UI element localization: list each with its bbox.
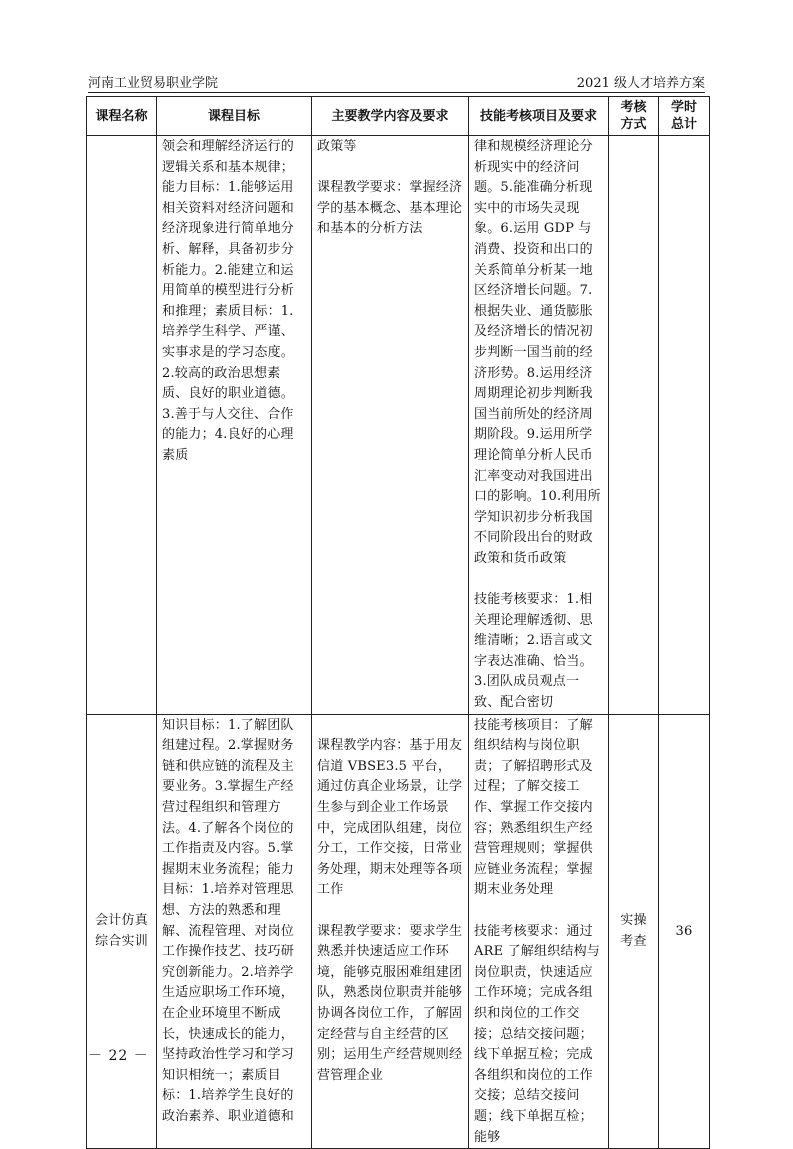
row2-course-name-cell	[87, 714, 157, 1148]
col-header-skill: 技能考核项目及要求	[469, 97, 609, 136]
row1-goal-cell	[157, 136, 312, 715]
col-header-content: 主要教学内容及要求	[312, 97, 469, 136]
row1-method-cell	[609, 136, 659, 715]
page-number: － 22 －	[88, 1048, 149, 1064]
header-divider	[88, 92, 705, 93]
row2-content-cell	[312, 714, 469, 1148]
row2-goal-cell	[157, 714, 312, 1148]
col-header-course-goal: 课程目标	[157, 97, 312, 136]
col-header-method	[609, 97, 659, 136]
row2-skill-cell	[469, 714, 609, 1148]
row2-method-cell	[609, 714, 659, 1148]
row1-course-name	[87, 136, 156, 137]
row1-goal: 领会和理解经济运行的逻辑关系和基本规律；能力目标：1.能够运用相关资料对经济问题和经济现象进行简单地分析、解释，具备初步分析能力。2.能建立和运用简单的模型进行分析和推理；素质目标：1.培养学生科学、严谨、实事求是的学习态度。2.较高的政治思想素质、良好的职业道德。3.善于与人交往、合作的能力；4.良好的心理素质	[162, 139, 295, 463]
row2-hours: 36	[675, 923, 693, 939]
col-header-hours-text: 学时 总计	[670, 100, 697, 132]
col-header-hours	[659, 97, 710, 136]
row1-content: 政策等 课程教学要求：掌握经济学的基本概念、基本理论和基本的分析方法	[317, 139, 463, 237]
row2-course-name: 会计仿真综合实训	[95, 913, 148, 950]
header-doc-title: 2021 级人才培养方案	[576, 76, 705, 91]
row2-method: 实操 考查	[620, 913, 647, 950]
col-header-method-text: 考核 方式	[620, 100, 647, 132]
row1-skill-cell	[469, 136, 609, 715]
row2-goal: 知识目标：1.了解团队组建过程。2.掌握财务链和供应链的流程及主要业务。3.掌握生产经营过程组织和管理方法。4.了解各个岗位的工作指责及内容。5.掌握期末业务流程；能力目标：1.培养对管理思想、方法的熟悉和理解、流程管理、对岗位工作操作技艺、技巧研究创新能力。2.培养学生适应职场工作环境，在企业环境里不断成长，快速成长的能力，坚持政治性学习和学习知识相统一；素质目标：1.培养学生良好的政治素养、职业道德和	[162, 717, 295, 1124]
col-header-course-name: 课程名称	[87, 97, 157, 136]
header-school-name: 河南工业贸易职业学院	[88, 76, 219, 91]
course-table	[86, 96, 710, 1149]
table-row	[87, 136, 710, 715]
table-row	[87, 714, 710, 1148]
row2-skill: 技能考核项目：了解组织结构与岗位职责；了解招聘形式及过程；了解交接工作、掌握工作交接内容；熟悉组织生产经营管理规则；掌握供应链业务流程；掌握期末业务处理 技能考核要求：通过 ARE 了解组织结构与岗位职责，快速适应工作环境；完成各组织和岗位的工作交接；总结交接问题；线下单据互检；完成各组织和岗位的工作交接；总结交接问题；线下单据互检；能够	[474, 717, 600, 1145]
row2-content: 课程教学内容：基于用友信道 VBSE3.5 平台，通过仿真企业场景，让学生参与到企业工作场景中，完成团队组建，岗位分工，工作交接，日常业务处理，期末处理等各项工作 课程教学要求：要求学生熟悉并快速适应工作环境，能够克服困难组建团队，熟悉岗位职责并能够协调各岗位工作，了解固定经营与自主经营的区别；运用生产经营规则经营管理企业	[317, 738, 463, 1083]
row1-skill: 律和规模经济理论分析现实中的经济问题。5.能准确分析现实中的市场失灵现象。6.运用 GDP 与消费、投资和出口的关系简单分析某一地区经济增长问题。7.根据失业、通货膨胀及经济增长的情况初步判断一国当前的经济形势。8.运用经济周期理论初步判断我国当前所处的经济周期阶段。9.运用所学理论简单分析人民币汇率变动对我国进出口的影响。10.利用所学知识初步分析我国不同阶段出台的财政政策和货币政策 技能考核要求：1.相关理论理解透彻、思维清晰；2.语言或文字表达准确、恰当。3.团队成员观点一致、配合密切	[474, 139, 601, 711]
table-header-row	[87, 97, 710, 136]
row2-hours-cell	[659, 714, 710, 1148]
row1-course-name-cell	[87, 136, 157, 715]
row1-content-cell	[312, 136, 469, 715]
row1-hours-cell	[659, 136, 710, 715]
